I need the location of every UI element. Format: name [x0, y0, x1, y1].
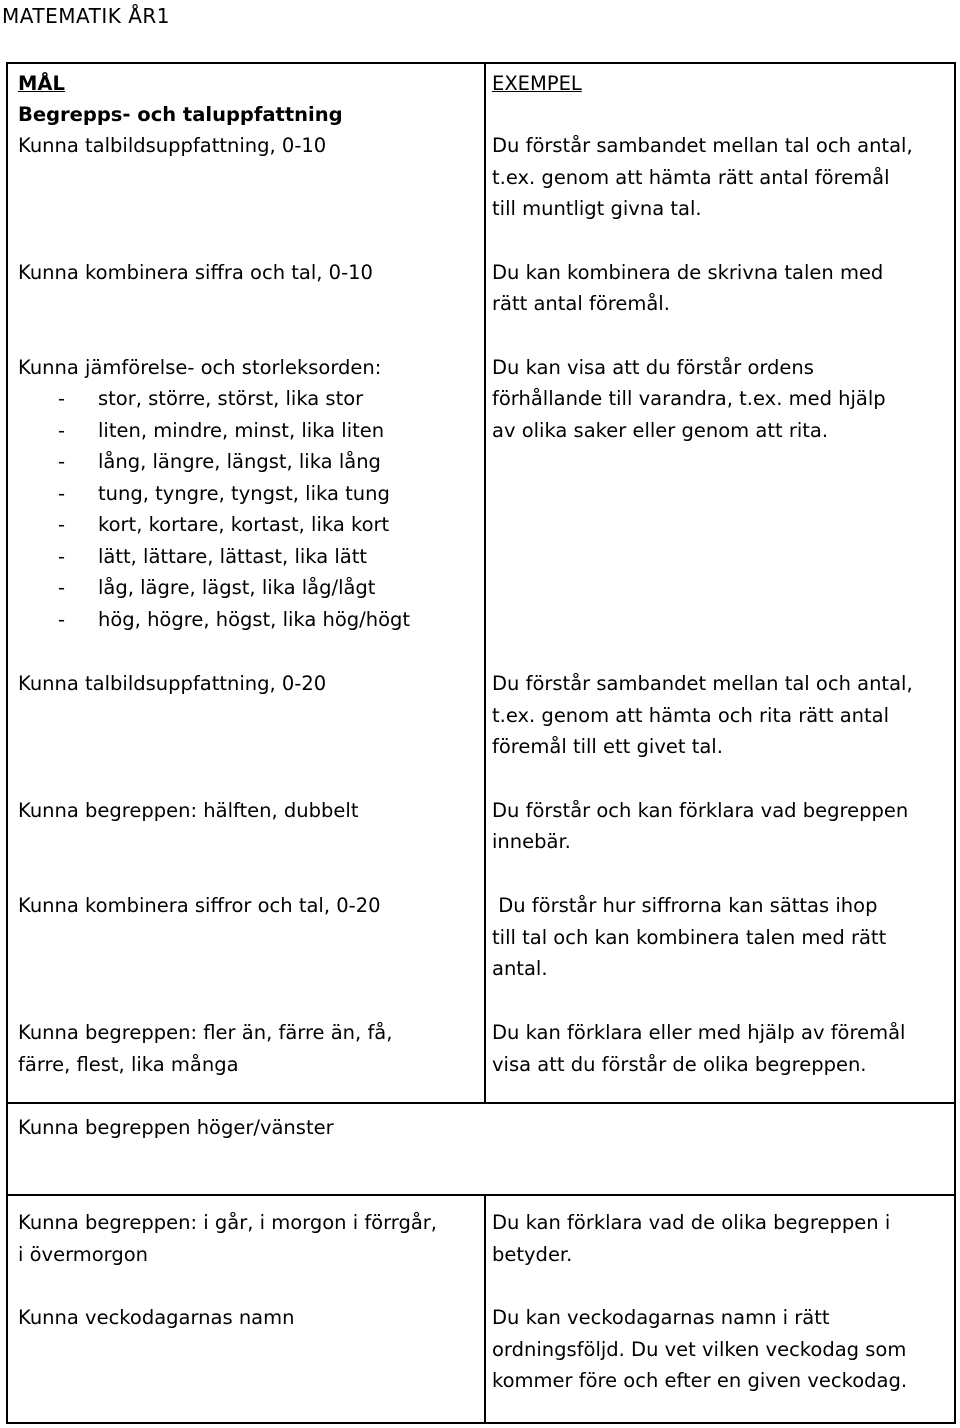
example-6-line: antal. [492, 957, 548, 980]
example-5-line: innebär. [492, 830, 571, 853]
example-6-line: Du förstår hur siffrorna kan sättas ihop [492, 894, 878, 917]
goal-more-fewer: Kunna begreppen: fler än, färre än, få, [18, 1021, 393, 1044]
example-1-line: Du förstår sambandet mellan tal och antal, [492, 134, 913, 157]
example-5-line: Du förstår och kan förklara vad begreppen [492, 799, 909, 822]
page-title: MATEMATIK ÅR1 [2, 4, 171, 28]
comparison-text: lätt, lättare, lättast, lika lätt [98, 545, 368, 568]
dash: - [58, 482, 66, 505]
example-10-line: kommer före och efter en given veckodag. [492, 1369, 908, 1392]
example-4-line: föremål till ett givet tal. [492, 735, 723, 758]
goal-number-sense-20: Kunna talbildsuppfattning, 0-20 [18, 672, 327, 695]
example-1-line: t.ex. genom att hämta rätt antal föremål [492, 166, 890, 189]
goal-right-left: Kunna begreppen höger/vänster [18, 1116, 334, 1139]
goal-weekdays: Kunna veckodagarnas namn [18, 1306, 295, 1329]
comparison-item [18, 383, 363, 415]
example-10-line: ordningsföljd. Du vet vilken veckodag som [492, 1338, 907, 1361]
example-1-line: till muntligt givna tal. [492, 197, 702, 220]
goal-comparison: Kunna jämförelse- och storleksorden: [18, 356, 382, 379]
example-4-line: Du förstår sambandet mellan tal och antal, [492, 672, 913, 695]
comparison-text: liten, mindre, minst, lika liten [98, 419, 385, 442]
goal-combine-20: Kunna kombinera siffror och tal, 0-20 [18, 894, 381, 917]
comparison-item [18, 509, 389, 541]
dash: - [58, 608, 66, 631]
example-2-line: rätt antal föremål. [492, 292, 670, 315]
section-title: Begrepps- och taluppfattning [18, 103, 343, 126]
dash: - [58, 513, 66, 536]
goals-table [6, 62, 956, 1424]
dash: - [58, 576, 66, 599]
goal-days-relative: Kunna begreppen: i går, i morgon i förrgår, [18, 1211, 438, 1234]
comparison-item [18, 604, 410, 636]
example-3-line: av olika saker eller genom att rita. [492, 419, 829, 442]
example-10-line: Du kan veckodagarnas namn i rätt [492, 1306, 830, 1329]
comparison-text: stor, större, störst, lika stor [98, 387, 364, 410]
header-examples: EXEMPEL [492, 72, 582, 95]
dash: - [58, 450, 66, 473]
example-3-line: Du kan visa att du förstår ordens [492, 356, 814, 379]
comparison-item [18, 446, 381, 478]
comparison-item [18, 415, 384, 447]
goal-days-relative-cont: i övermorgon [18, 1243, 149, 1266]
example-9-line: betyder. [492, 1243, 573, 1266]
comparison-text: tung, tyngre, tyngst, lika tung [98, 482, 390, 505]
goal-number-sense-10: Kunna talbildsuppfattning, 0-10 [18, 134, 327, 157]
dash: - [58, 419, 66, 442]
comparison-item [18, 572, 375, 604]
header-goals: MÅL [18, 72, 65, 95]
example-3-line: förhållande till varandra, t.ex. med hjälp [492, 387, 886, 410]
comparison-text: lång, längre, längst, lika lång [98, 450, 381, 473]
row-divider-2 [8, 1194, 954, 1196]
column-divider-top [484, 64, 486, 1102]
example-6-line: till tal och kan kombinera talen med rätt [492, 926, 887, 949]
example-4-line: t.ex. genom att hämta och rita rätt antal [492, 704, 890, 727]
row-divider-1 [8, 1102, 954, 1104]
example-7-line: Du kan förklara eller med hjälp av föremål [492, 1021, 906, 1044]
dash: - [58, 387, 66, 410]
example-7-line: visa att du förstår de olika begreppen. [492, 1053, 867, 1076]
column-divider-bottom [484, 1194, 486, 1424]
example-2-line: Du kan kombinera de skrivna talen med [492, 261, 884, 284]
comparison-text: låg, lägre, lägst, lika låg/lågt [98, 576, 376, 599]
goal-combine-10: Kunna kombinera siffra och tal, 0-10 [18, 261, 373, 284]
dash: - [58, 545, 66, 568]
comparison-item [18, 478, 390, 510]
comparison-text: hög, högre, högst, lika hög/högt [98, 608, 411, 631]
goal-more-fewer-cont: färre, flest, lika många [18, 1053, 239, 1076]
goal-half-double: Kunna begreppen: hälften, dubbelt [18, 799, 359, 822]
comparison-item [18, 541, 367, 573]
example-9-line: Du kan förklara vad de olika begreppen i [492, 1211, 891, 1234]
comparison-text: kort, kortare, kortast, lika kort [98, 513, 390, 536]
